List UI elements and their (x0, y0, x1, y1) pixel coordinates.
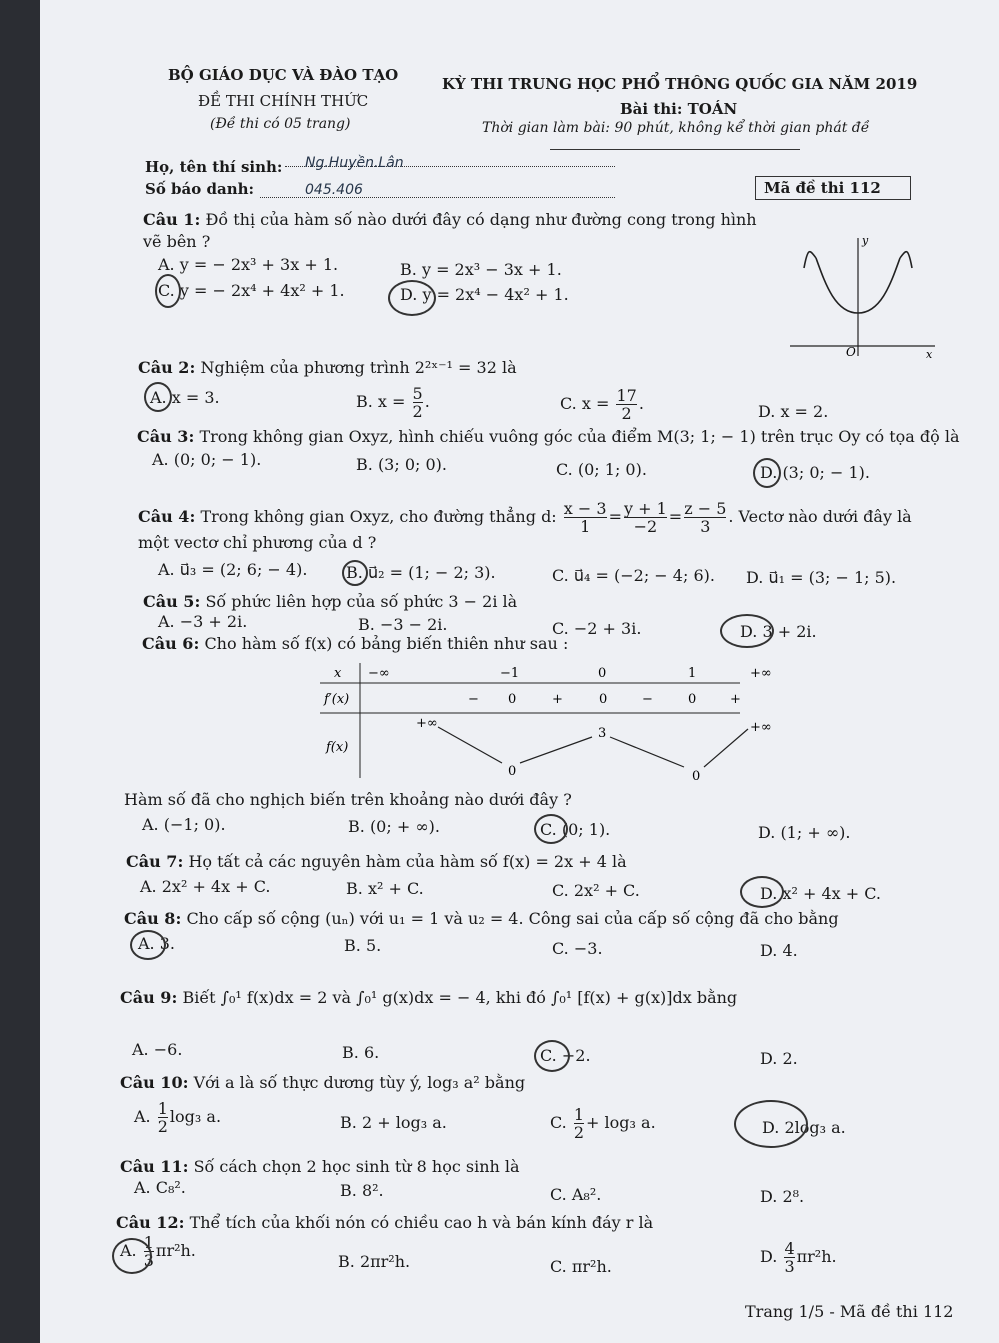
q6-option-b: B. (0; + ∞). (348, 817, 440, 836)
q2-option-a: A. x = 3. (150, 388, 220, 407)
q10-text: Câu 10: Với a là số thực dương tùy ý, log₃ a² bằng (120, 1073, 526, 1092)
x-value: +∞ (750, 666, 772, 681)
q8-option-c: C. −3. (552, 939, 603, 958)
q1-text-2: vẽ bên ? (143, 232, 211, 251)
arrow-up (520, 737, 592, 763)
candidate-number-label: Số báo danh: (145, 180, 255, 198)
row-header-x: x (334, 666, 342, 681)
header-rule (550, 149, 800, 150)
q1-option-d: D. y = 2x⁴ − 4x² + 1. (400, 285, 569, 304)
q4-option-c: C. u⃗₄ = (−2; − 4; 6). (552, 566, 715, 585)
q5-option-b: B. −3 − 2i. (358, 615, 448, 634)
q5-option-c: C. −2 + 3i. (552, 619, 642, 638)
x-value: −∞ (368, 666, 390, 681)
q5-option-d: D. 3 + 2i. (740, 622, 817, 641)
q1-option-b: B. y = 2x³ − 3x + 1. (400, 260, 562, 279)
answer-mark-circle (144, 382, 172, 412)
f-value: +∞ (416, 716, 438, 731)
answer-mark-circle (155, 274, 181, 308)
q1-text: Câu 1: Đồ thị của hàm số nào dưới đây có dạng như đường cong trong hình (143, 210, 757, 229)
q5-option-a: A. −3 + 2i. (158, 612, 248, 631)
exam-code-box: Mã đề thi 112 (755, 176, 911, 200)
q3-option-b: B. (3; 0; 0). (356, 455, 447, 474)
q12-text: Câu 12: Thể tích của khối nón có chiều cao h và bán kính đáy r là (116, 1213, 654, 1232)
q1-option-a: A. y = − 2x³ + 3x + 1. (158, 255, 339, 274)
q8-option-a: A. 3. (138, 934, 175, 953)
q2-option-d: D. x = 2. (758, 402, 829, 421)
q5-text: Câu 5: Số phức liên hợp của số phức 3 − 2i là (143, 592, 518, 611)
sign: + (730, 692, 741, 707)
answer-mark-circle (534, 814, 568, 844)
q12-option-b: B. 2πr²h. (338, 1252, 411, 1271)
q3-option-d: D. (3; 0; − 1). (760, 463, 870, 482)
q7-text: Câu 7: Họ tất cả các nguyên hàm của hàm số f(x) = 2x + 4 là (126, 852, 627, 871)
q7-option-b: B. x² + C. (346, 879, 424, 898)
q12-option-c: C. πr²h. (550, 1257, 612, 1276)
answer-mark-circle (130, 930, 166, 960)
q8-text: Câu 8: Cho cấp số cộng (uₙ) với u₁ = 1 và u₂ = 4. Công sai của cấp số cộng đã cho bằng (124, 909, 839, 928)
f-value: +∞ (750, 720, 772, 735)
row-header-f: f(x) (326, 740, 349, 755)
origin-label: O (846, 345, 856, 359)
sign-zero: 0 (508, 692, 517, 707)
f-value: 0 (692, 769, 701, 784)
ministry-name: BỘ GIÁO DỤC VÀ ĐÀO TẠO (168, 66, 399, 84)
candidate-name-value: Ng.Huyền.Lân (305, 155, 404, 171)
q7-option-a: A. 2x² + 4x + C. (140, 877, 271, 896)
answer-mark-circle (734, 1100, 808, 1148)
answer-mark-circle (720, 614, 774, 648)
q8-option-b: B. 5. (344, 936, 382, 955)
q6-text: Câu 6: Cho hàm số f(x) có bảng biến thiên như sau : (142, 634, 569, 653)
q12-option-a: A. $\frac{1}{3}$ πr²h. (120, 1233, 196, 1270)
arrow-up (704, 729, 748, 767)
q4-option-a: A. u⃗₃ = (2; 6; − 4). (158, 560, 308, 579)
x-value: −1 (500, 666, 520, 681)
answer-mark-circle (388, 280, 436, 316)
q6-question: Hàm số đã cho nghịch biến trên khoảng nào dưới đây ? (124, 790, 572, 809)
subject: Bài thi: TOÁN (620, 100, 738, 118)
sign-zero: 0 (688, 692, 697, 707)
q4-text: Câu 4: Trong không gian Oxyz, cho đường thẳng d: $\frac{x - 3}{1}$ = $\frac{y + 1}{-2}$ = $\frac{z - 5}{3}$ . Vectơ nào dưới đây là (138, 499, 912, 536)
sign-zero: 0 (599, 692, 608, 707)
candidate-number-value: 045.406 (305, 182, 363, 198)
q11-option-a: A. C₈². (134, 1178, 186, 1197)
q9-option-d: D. 2. (760, 1049, 798, 1068)
q7-option-d: D. x² + 4x + C. (760, 884, 881, 903)
exam-paper (40, 0, 999, 1343)
q6-option-a: A. (−1; 0). (142, 815, 226, 834)
q10-option-b: B. 2 + log₃ a. (340, 1113, 447, 1132)
q2-text: Câu 2: Nghiệm của phương trình 2²ˣ⁻¹ = 32 là (138, 358, 517, 377)
q6-option-d: D. (1; + ∞). (758, 823, 851, 842)
q11-option-c: C. A₈². (550, 1185, 602, 1204)
q11-option-d: D. 2⁸. (760, 1187, 805, 1206)
q12-option-d: D. $\frac{4}{3}$ πr²h. (760, 1239, 837, 1276)
f-value: 0 (508, 764, 517, 779)
arrow-down (438, 727, 502, 763)
answer-mark-circle (534, 1040, 570, 1072)
q9-option-a: A. −6. (132, 1040, 183, 1059)
x-value: 1 (688, 666, 697, 681)
answer-mark-circle (342, 560, 368, 586)
q7-option-c: C. 2x² + C. (552, 881, 640, 900)
f-value: 3 (598, 726, 607, 741)
answer-mark-circle (112, 1238, 152, 1274)
curve-left (804, 252, 816, 268)
x-value: 0 (598, 666, 607, 681)
row-header-fprime: f′(x) (324, 692, 350, 707)
q9-option-b: B. 6. (342, 1043, 380, 1062)
q3-option-c: C. (0; 1; 0). (556, 460, 647, 479)
q4-option-b: B. u⃗₂ = (1; − 2; 3). (346, 563, 496, 582)
q9-text: Câu 9: Biết ∫₀¹ f(x)dx = 2 và ∫₀¹ g(x)dx = − 4, khi đó ∫₀¹ [f(x) + g(x)]dx bằng (120, 988, 738, 1007)
official-label: ĐỀ THI CHÍNH THỨC (198, 92, 369, 110)
q10-option-d: D. 2log₃ a. (762, 1118, 846, 1137)
sign: − (642, 692, 653, 707)
candidate-name-label: Họ, tên thí sinh: (145, 158, 283, 176)
page-count-note: (Đề thi có 05 trang) (210, 116, 351, 132)
q2-option-b: B. x = $\frac{5}{2}$ . (356, 384, 430, 421)
arrow-down (610, 737, 684, 767)
sign: − (468, 692, 479, 707)
q11-option-b: B. 8². (340, 1181, 384, 1200)
q9-option-c: C. −2. (540, 1046, 591, 1065)
q11-text: Câu 11: Số cách chọn 2 học sinh từ 8 học sinh là (120, 1157, 520, 1176)
answer-mark-circle (740, 876, 784, 908)
q6-option-c: C. (0; 1). (540, 820, 611, 839)
x-label: x (926, 348, 933, 361)
function-graph (780, 228, 940, 361)
q1-option-c: C. y = − 2x⁴ + 4x² + 1. (158, 281, 345, 300)
y-label: y (862, 234, 869, 247)
sign: + (552, 692, 563, 707)
exam-title: KỲ THI TRUNG HỌC PHỔ THÔNG QUỐC GIA NĂM 2019 (442, 75, 918, 93)
answer-mark-circle (753, 458, 781, 488)
time-note: Thời gian làm bài: 90 phút, không kể thời gian phát đề (482, 120, 870, 136)
q10-option-c: C. $\frac{1}{2}$ + log₃ a. (550, 1105, 656, 1142)
q10-option-a: A. $\frac{1}{2}$ log₃ a. (134, 1099, 222, 1136)
q2-option-c: C. x = $\frac{17}{2}$ . (560, 386, 644, 423)
curve-right (900, 252, 912, 268)
q3-text: Câu 3: Trong không gian Oxyz, hình chiếu vuông góc của điểm M(3; 1; − 1) trên trục Oy có tọa độ là (137, 427, 960, 446)
q4-option-d: D. u⃗₁ = (3; − 1; 5). (746, 568, 897, 587)
q8-option-d: D. 4. (760, 941, 798, 960)
variation-table (320, 663, 772, 784)
q3-option-a: A. (0; 0; − 1). (152, 450, 262, 469)
q4-text-2: một vectơ chỉ phương của d ? (138, 533, 377, 552)
page-footer: Trang 1/5 - Mã đề thi 112 (745, 1302, 954, 1321)
